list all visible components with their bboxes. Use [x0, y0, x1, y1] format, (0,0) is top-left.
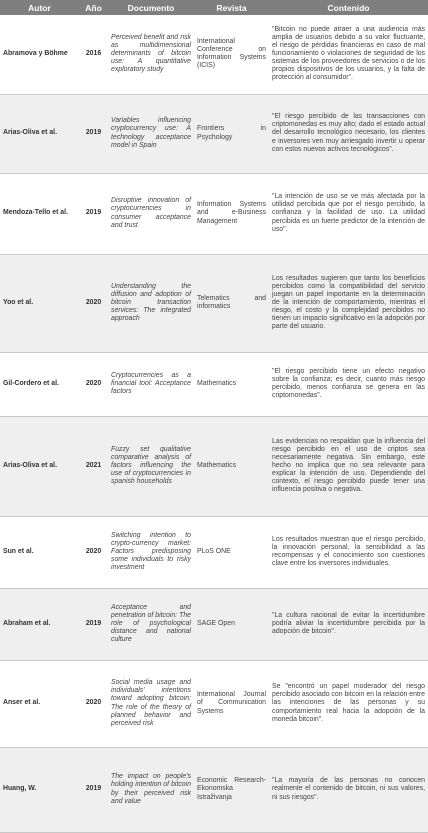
- cell-autor: Abraham et al.: [0, 588, 79, 660]
- cell-revista: Telematics and informatics: [194, 254, 269, 352]
- cell-contenido: "La mayoría de las personas no conocen realmente el contenido de bitcoin, ni sus valores, ni sus riesgos".: [269, 747, 428, 832]
- table-header: [0, 0, 428, 15]
- cell-revista: International Conference on Information Systems (ICIS): [194, 15, 269, 94]
- cell-autor: Arias-Oliva et al.: [0, 94, 79, 173]
- header-anio: Año: [79, 0, 108, 15]
- cell-documento: Perceived benefit and risk as multidimensional determinants of bitcoin use: A quantitative exploratory study: [108, 15, 194, 94]
- header-revista: Revista: [194, 0, 269, 15]
- cell-contenido: "El riesgo percibido de las transacciones con criptomonedas es muy alto; dado el estado actual del desarrollo tecnológico necesario, los clientes e inversores ven muy arriesgado invertir u operar con estos nuevos activos tecnológicos".: [269, 94, 428, 173]
- table-row: [0, 15, 428, 94]
- cell-contenido: "La cultura nacional de evitar la incertidumbre podría aliviar la incertidumbre percibida por la adopción de bitcoin".: [269, 588, 428, 660]
- cell-contenido: "Bitcoin no puede atraer a una audiencia más amplia de usuarios debido a su valor fluctuante, el riesgo de pérdidas financieras en caso de mal funcionamiento o violaciones de seguridad de los sistemas de los proveedores de servicios o de los propios dispositivos de los usuarios, y la falta de protección al consumidor".: [269, 15, 428, 94]
- header-contenido: Contenido: [269, 0, 428, 15]
- cell-documento: Acceptance and penetration of bitcoin: The role of psychological distance and national culture: [108, 588, 194, 660]
- cell-contenido: Se "encontró un papel moderador del riesgo percibido asociado con bitcoin en la relación entre las intenciones de las personas y su comportamiento real hacia la adopción de la moneda bitcoin".: [269, 660, 428, 747]
- cell-autor: Anser et al.: [0, 660, 79, 747]
- cell-documento: Fuzzy set qualitative comparative analysis of factors influencing the use of cryptocurrencies in spanish households: [108, 416, 194, 516]
- cell-anio: 2019: [79, 588, 108, 660]
- cell-autor: Sun et al.: [0, 516, 79, 588]
- table-body: [0, 15, 428, 832]
- cell-revista: PLoS ONE: [194, 516, 269, 588]
- table-row: [0, 94, 428, 173]
- cell-documento: Social media usage and individuals' intentions toward adopting bitcoin: The role of the theory of planned behavior and perceived risk: [108, 660, 194, 747]
- cell-anio: 2020: [79, 660, 108, 747]
- cell-autor: Abramova y Böhme: [0, 15, 79, 94]
- cell-revista: Information Systems and e-Business Management: [194, 173, 269, 254]
- cell-autor: Mendoza-Tello et al.: [0, 173, 79, 254]
- header-row: [0, 0, 428, 15]
- cell-anio: 2020: [79, 352, 108, 416]
- table-row: [0, 516, 428, 588]
- cell-autor: Huang, W.: [0, 747, 79, 832]
- table-row: [0, 173, 428, 254]
- cell-documento: Switching intention to crypto-currency market: Factors predisposing some individuals to risky investment: [108, 516, 194, 588]
- cell-revista: Economic Research-Ekonomska Istraživanja: [194, 747, 269, 832]
- cell-anio: 2021: [79, 416, 108, 516]
- header-autor: Autor: [0, 0, 79, 15]
- header-documento: Documento: [108, 0, 194, 15]
- cell-revista: Frontiers in Psychology: [194, 94, 269, 173]
- table-row: [0, 588, 428, 660]
- cell-autor: Gil-Cordero et al.: [0, 352, 79, 416]
- table-row: [0, 416, 428, 516]
- cell-anio: 2016: [79, 15, 108, 94]
- cell-anio: 2019: [79, 173, 108, 254]
- cell-revista: Mathematics: [194, 352, 269, 416]
- cell-contenido: "El riesgo percibido tiene un efecto negativo sobre la confianza; es decir, cuanto más riesgo percibido, menos confianza se genera en las criptomonedas".: [269, 352, 428, 416]
- cell-documento: Variables influencing cryptocurrency use: A technology acceptance model in Spain: [108, 94, 194, 173]
- table-row: [0, 747, 428, 832]
- cell-contenido: Las evidencias no respaldan que la influencia del riesgo percibido en el uso de criptos sea necesariamente negativa. Sin embargo, este hecho no implica que no sea relevante para explicar la intención de uso. Dependiendo del contexto, el riesgo percibido puede tener una influencia positiva o negativa.: [269, 416, 428, 516]
- cell-contenido: Los resultados muestran que el riesgo percibido, la innovación personal, la sensibilidad a las recompensas y el conocimiento son cuestiones clave entre los inversores individuales.: [269, 516, 428, 588]
- cell-documento: Cryptocurrencies as a financial tool: Acceptance factors: [108, 352, 194, 416]
- cell-revista: International Journal of Communication Systems: [194, 660, 269, 747]
- cell-documento: Understanding the diffusion and adoption of bitcoin transaction services: The integrated approach: [108, 254, 194, 352]
- cell-revista: SAGE Open: [194, 588, 269, 660]
- cell-contenido: Los resultados sugieren que tanto los beneficios percibidos como la compatibilidad del servicio juegan un papel importante en la determinación de la intención de comportamiento, mientras el riesgo, el costo y la complejidad percibidos no tienen un impacto significativo en la adopción por parte del usuario.: [269, 254, 428, 352]
- cell-anio: 2019: [79, 94, 108, 173]
- cell-contenido: "La intención de uso se ve más afectada por la utilidad percibida que por el riesgo percibido, la confianza y la facilidad de uso. La utilidad percibida es un fuerte predictor de la intención de uso".: [269, 173, 428, 254]
- cell-anio: 2020: [79, 254, 108, 352]
- cell-documento: Disruptive innovation of cryptocurrencies in consumer acceptance and trust: [108, 173, 194, 254]
- cell-anio: 2019: [79, 747, 108, 832]
- cell-anio: 2020: [79, 516, 108, 588]
- table-row: [0, 660, 428, 747]
- cell-autor: Yoo et al.: [0, 254, 79, 352]
- cell-autor: Arias-Oliva et al.: [0, 416, 79, 516]
- table-row: [0, 352, 428, 416]
- cell-revista: Mathematics: [194, 416, 269, 516]
- table-row: [0, 254, 428, 352]
- cell-documento: The impact on people's holding intention of bitcoin by their perceived risk and value: [108, 747, 194, 832]
